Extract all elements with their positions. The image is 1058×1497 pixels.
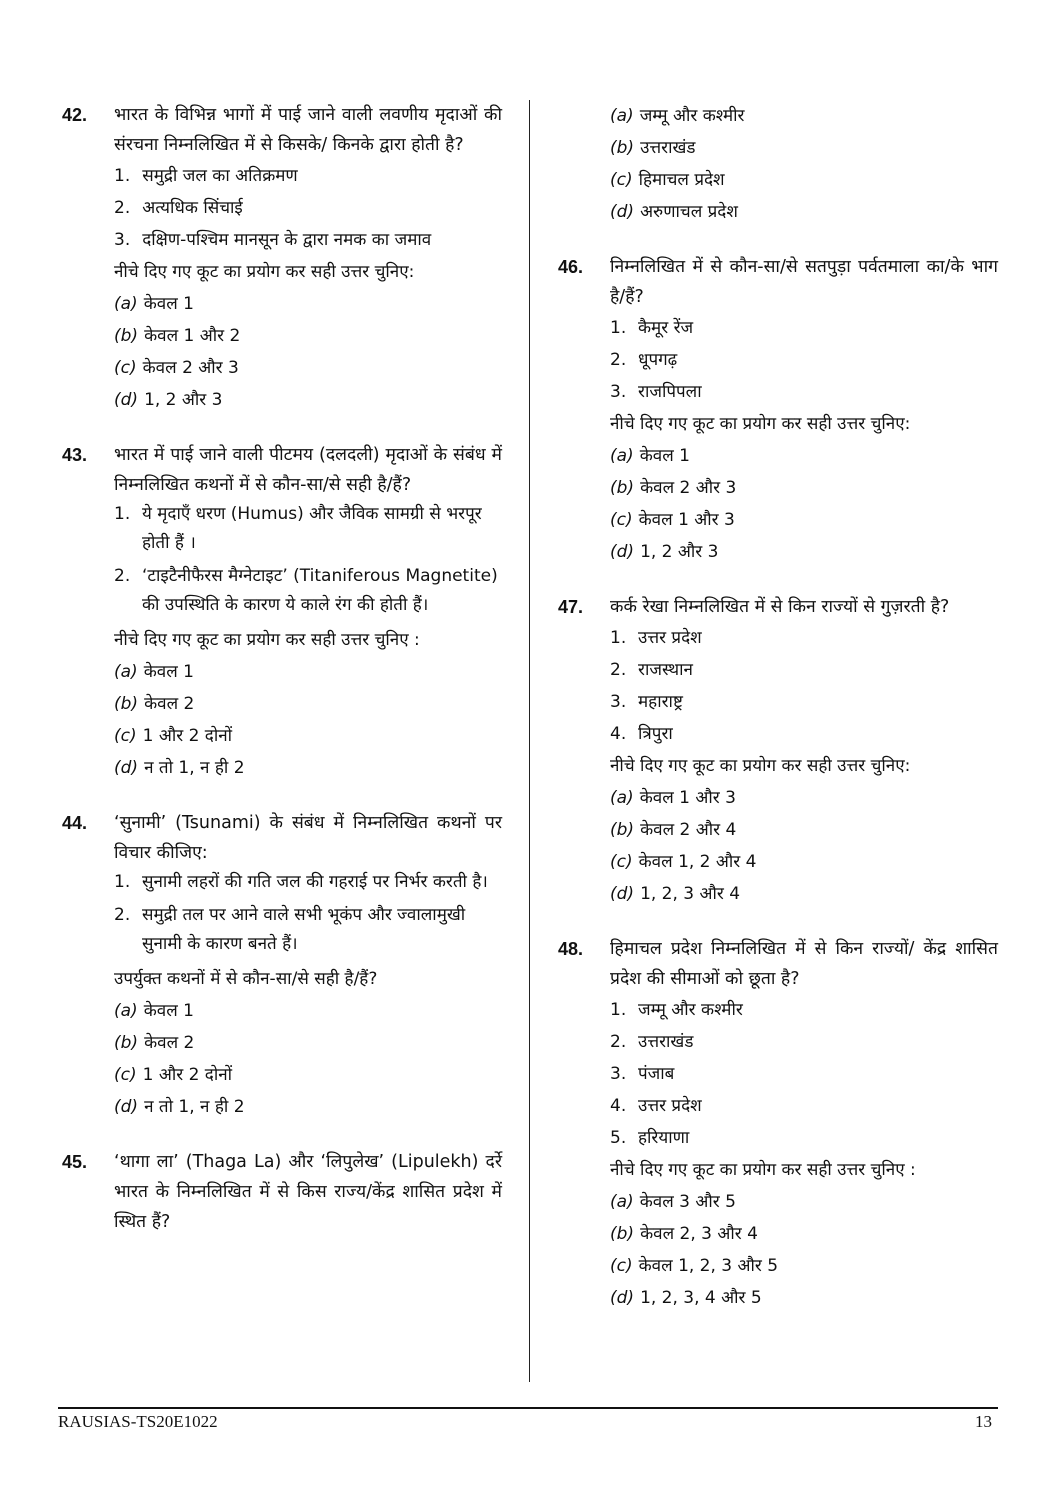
option-c[interactable]: (c) केवल 2 और 3 bbox=[114, 358, 239, 378]
question-text: हिमाचल प्रदेश निम्नलिखित में से किन राज्यों/ केंद्र शासित प्रदेश की सीमाओं को छूता है? bbox=[610, 939, 998, 989]
statement-item: 1. कैमूर रेंज bbox=[610, 318, 694, 338]
question-47 bbox=[558, 592, 998, 910]
instruction-text: नीचे दिए गए कूट का प्रयोग कर सही उत्तर चुनिए: bbox=[610, 414, 911, 434]
statement-item: 1. सुनामी लहरों की गति जल की गहराई पर निर्भर करती है। bbox=[114, 872, 488, 892]
option-d[interactable]: (d) न तो 1, न ही 2 bbox=[114, 758, 245, 778]
option-b[interactable]: (b) केवल 1 और 2 bbox=[114, 326, 241, 346]
option-d[interactable]: (d) 1, 2, 3 और 4 bbox=[610, 884, 741, 904]
question-text: ‘थागा ला’ (Thaga La) और ‘लिपुलेख’ (Lipulekh) दर्रे भारत के निम्नलिखित में से किस राज्य/केंद्र शासित प्रदेश में स्थित हैं? bbox=[114, 1152, 502, 1232]
statement-list bbox=[114, 160, 502, 256]
page-number: 13 bbox=[975, 1412, 992, 1431]
question-text: कर्क रेखा निम्नलिखित में से किन राज्यों से गुज़रती है? bbox=[610, 597, 950, 617]
statement-item: 2. समुद्री तल पर आने वाले सभी भूकंप और ज्वालामुखी सुनामी के कारण बनते हैं। bbox=[114, 905, 466, 954]
statement-item: 3. राजपिपला bbox=[610, 382, 702, 402]
statement-list bbox=[610, 312, 998, 408]
option-b[interactable]: (b) उत्तराखंड bbox=[610, 138, 696, 158]
answer-options bbox=[114, 288, 502, 416]
option-b[interactable]: (b) केवल 2 bbox=[114, 694, 195, 714]
footer-rule bbox=[58, 1407, 998, 1409]
instruction-text: उपर्युक्त कथनों में से कौन-सा/से सही है/हैं? bbox=[114, 969, 378, 989]
footer-code: RAUSIAS-TS20E1022 bbox=[58, 1412, 218, 1431]
question-45 bbox=[62, 1147, 502, 1237]
option-a[interactable]: (a) केवल 1 bbox=[114, 662, 194, 682]
answer-options bbox=[114, 656, 502, 784]
right-column bbox=[558, 100, 998, 1338]
question-text: भारत में पाई जाने वाली पीटमय (दलदली) मृदाओं के संबंध में निम्नलिखित कथनों में से कौन-सा/से सही है/हैं? bbox=[114, 445, 502, 495]
answer-options bbox=[114, 995, 502, 1123]
statement-list bbox=[610, 622, 998, 750]
statement-item: 4. उत्तर प्रदेश bbox=[610, 1096, 702, 1116]
question-46 bbox=[558, 252, 998, 568]
option-d[interactable]: (d) 1, 2 और 3 bbox=[610, 542, 719, 562]
question-text: निम्नलिखित में से कौन-सा/से सतपुड़ा पर्वतमाला का/के भाग है/हैं? bbox=[610, 257, 998, 307]
statement-item: 4. त्रिपुरा bbox=[610, 724, 673, 744]
option-d[interactable]: (d) 1, 2, 3, 4 और 5 bbox=[610, 1288, 762, 1308]
statement-item: 2. अत्यधिक सिंचाई bbox=[114, 198, 243, 218]
statement-item: 3. दक्षिण-पश्चिम मानसून के द्वारा नमक का जमाव bbox=[114, 230, 432, 250]
option-d[interactable]: (d) न तो 1, न ही 2 bbox=[114, 1097, 245, 1117]
statement-item: 2. उत्तराखंड bbox=[610, 1032, 694, 1052]
option-a[interactable]: (a) केवल 1 और 3 bbox=[610, 788, 736, 808]
statement-item: 3. महाराष्ट्र bbox=[610, 692, 683, 712]
option-b[interactable]: (b) केवल 2, 3 और 4 bbox=[610, 1224, 758, 1244]
option-a[interactable]: (a) केवल 1 bbox=[114, 1001, 194, 1021]
left-column bbox=[62, 100, 502, 1261]
option-a[interactable]: (a) जम्मू और कश्मीर bbox=[610, 106, 745, 126]
statement-item: 2. धूपगढ़ bbox=[610, 350, 678, 370]
option-d[interactable]: (d) 1, 2 और 3 bbox=[114, 390, 223, 410]
statement-item: 5. हरियाणा bbox=[610, 1128, 690, 1148]
question-number: 46. bbox=[558, 257, 584, 277]
question-42 bbox=[62, 100, 502, 416]
instruction-text: नीचे दिए गए कूट का प्रयोग कर सही उत्तर चुनिए : bbox=[114, 630, 420, 650]
option-c[interactable]: (c) केवल 1, 2 और 4 bbox=[610, 852, 757, 872]
statement-item: 2. ‘टाइटैनीफैरस मैग्नेटाइट’ (Titaniferous Magnetite) की उपस्थिति के कारण ये काले रंग की होती हैं। bbox=[114, 566, 498, 615]
statement-list bbox=[114, 868, 502, 959]
instruction-text: नीचे दिए गए कूट का प्रयोग कर सही उत्तर चुनिए: bbox=[114, 262, 415, 282]
statement-list bbox=[114, 500, 502, 620]
option-b[interactable]: (b) केवल 2 और 4 bbox=[610, 820, 737, 840]
option-c[interactable]: (c) केवल 1 और 3 bbox=[610, 510, 735, 530]
option-a[interactable]: (a) केवल 1 bbox=[114, 294, 194, 314]
question-text: भारत के विभिन्न भागों में पाई जाने वाली लवणीय मृदाओं की संरचना निम्नलिखित में से किसके/ किनके द्वारा होती है? bbox=[114, 105, 502, 155]
question-text: ‘सुनामी’ (Tsunami) के संबंध में निम्नलिखित कथनों पर विचार कीजिए: bbox=[114, 813, 502, 863]
statement-item: 1. ये मृदाएँ धरण (Humus) और जैविक सामग्री से भरपूर होती हैं । bbox=[114, 504, 482, 553]
option-b[interactable]: (b) केवल 2 bbox=[114, 1033, 195, 1053]
answer-options bbox=[610, 1186, 998, 1314]
option-c[interactable]: (c) 1 और 2 दोनों bbox=[114, 1065, 233, 1085]
instruction-text: नीचे दिए गए कूट का प्रयोग कर सही उत्तर चुनिए : bbox=[610, 1160, 916, 1180]
instruction-text: नीचे दिए गए कूट का प्रयोग कर सही उत्तर चुनिए: bbox=[610, 756, 911, 776]
statement-item: 1. जम्मू और कश्मीर bbox=[610, 1000, 743, 1020]
statement-item: 3. पंजाब bbox=[610, 1064, 675, 1084]
option-a[interactable]: (a) केवल 3 और 5 bbox=[610, 1192, 736, 1212]
option-c[interactable]: (c) केवल 1, 2, 3 और 5 bbox=[610, 1256, 779, 1276]
option-b[interactable]: (b) केवल 2 और 3 bbox=[610, 478, 737, 498]
question-number: 45. bbox=[62, 1152, 88, 1172]
option-c[interactable]: (c) 1 और 2 दोनों bbox=[114, 726, 233, 746]
question-number: 47. bbox=[558, 597, 584, 617]
question-number: 43. bbox=[62, 445, 88, 465]
question-number: 44. bbox=[62, 813, 88, 833]
answer-options bbox=[610, 440, 998, 568]
option-a[interactable]: (a) केवल 1 bbox=[610, 446, 690, 466]
statement-list bbox=[610, 994, 998, 1154]
question-number: 48. bbox=[558, 939, 584, 959]
answer-options bbox=[610, 782, 998, 910]
question-48 bbox=[558, 934, 998, 1314]
statement-item: 1. समुद्री जल का अतिक्रमण bbox=[114, 166, 298, 186]
option-c[interactable]: (c) हिमाचल प्रदेश bbox=[610, 170, 725, 190]
column-divider bbox=[529, 100, 530, 1382]
question-43 bbox=[62, 440, 502, 784]
question-45-options bbox=[558, 100, 998, 228]
answer-options bbox=[610, 100, 998, 228]
statement-item: 1. उत्तर प्रदेश bbox=[610, 628, 702, 648]
statement-item: 2. राजस्थान bbox=[610, 660, 693, 680]
question-44 bbox=[62, 808, 502, 1123]
question-number: 42. bbox=[62, 105, 88, 125]
option-d[interactable]: (d) अरुणाचल प्रदेश bbox=[610, 202, 738, 222]
